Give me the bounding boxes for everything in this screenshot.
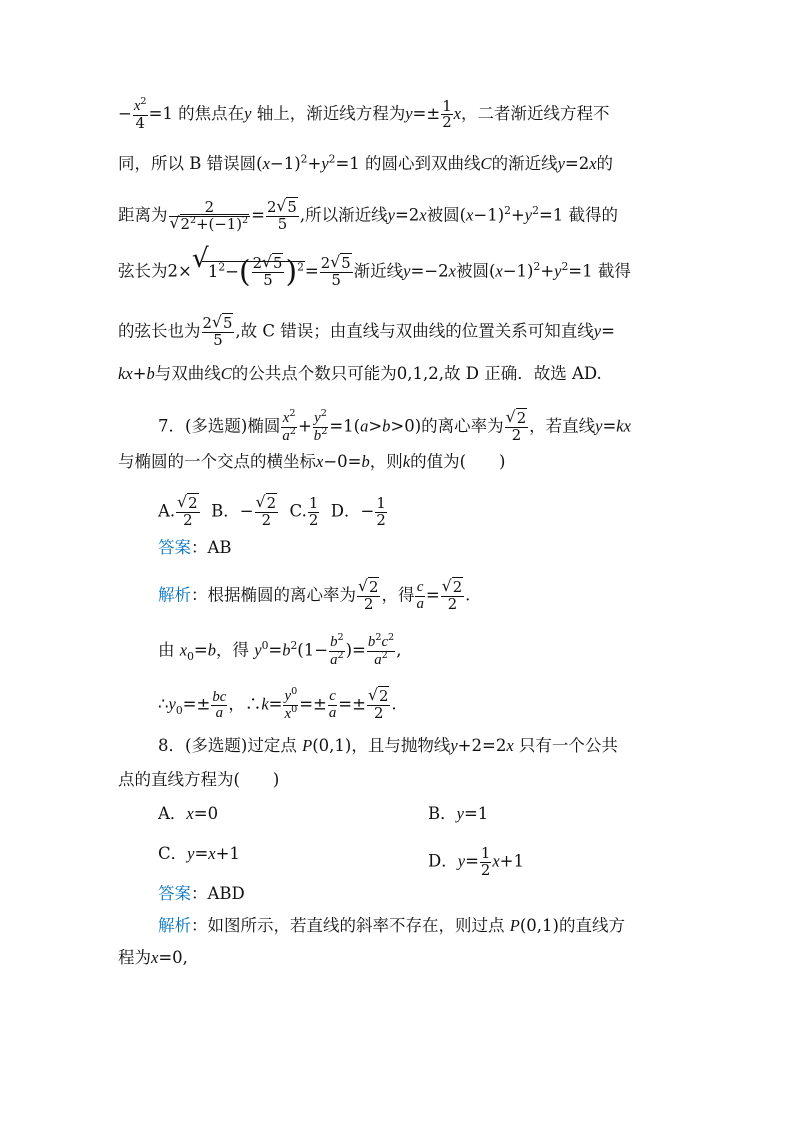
answer-label: 答案 — [158, 884, 191, 903]
text-line: 距离为 2 √ $2^2+(-1)^2$ = 2 √ 5 5 ,所以渐近线y=2x被圆$(x-1)^2+y^2=1$ 截得的 — [118, 197, 619, 233]
q8-answer: 答案：ABD — [158, 884, 245, 903]
text-line: 同，所以 B 错误圆$(x-1)^2+y^2=1$ 的圆心到双曲线C的渐近线y=2x的 — [118, 152, 614, 173]
q7-answer: 答案：AB — [158, 538, 232, 557]
text-line: 由 $x_0=b$，得 $y^0=b^2(1-$ $\frac{b^2}{a^2}$ )= $\frac{b^2c^2}{a^2}$ , — [158, 632, 402, 668]
text-line: $\therefore y_0=\pm$ $\frac{bc}{a}$ ，∴k= $\frac{y^0}{x^0}$ =± $\frac{c}{a}$ =± √ 2 2 . — [158, 686, 397, 722]
text-line: 的弦长也为 2 √ 5 5 ,故 C 错误；由直线与双曲线的位置关系可知直线y= — [118, 313, 615, 349]
q7-options: A. √ 2 2 B．− √ 2 2 C. $\frac{1}{2}$ D．− $\frac{1}{2}$ — [158, 493, 386, 529]
q7-explanation: 解析：根据椭圆的离心率为 √ 2 2 ，得 $\frac{c}{a}$ = √ 2 2 . — [158, 577, 471, 613]
text-line: 弦长为2× √ $1^2-$( 2 √ 5 5 )$^2$= 2 √ 5 5 渐近线y=−2x被圆$(x-1)^2+y^2=1$ 截得 — [118, 243, 631, 290]
explanation-label: 解析 — [158, 916, 191, 935]
text-line: − $\frac{x^2}{4}$ =1 的焦点在y 轴上，渐近线方程为y=± $\frac{1}{2}$ x，二者渐近线方程不 — [118, 96, 610, 132]
text-line: 与椭圆的一个交点的横坐标x−0=b，则k的值为( ) — [118, 452, 506, 471]
answer-label: 答案 — [158, 538, 191, 557]
explanation-label: 解析 — [158, 585, 191, 605]
question-7: 7．(多选题)椭圆 $\frac{x^2}{a^2}$ + $\frac{y^2}{b^2}$ =1(a>b>0)的离心率为 √ 2 2 ，若直线y=kx — [158, 408, 631, 444]
text-line: 点的直线方程为( ) — [118, 770, 280, 789]
question-8: 8．(多选题)过定点 P(0,1)，且与抛物线y+2=2x 只有一个公共 — [158, 736, 618, 755]
q8-explanation: 解析：如图所示，若直线的斜率不存在，则过点 P(0,1)的直线方 — [158, 916, 625, 935]
q8-options-row-1: A．x=0 B．y=1 — [158, 804, 489, 823]
text-line: 程为x=0, — [118, 948, 188, 967]
text-line: kx+b与双曲线C的公共点个数只可能为0,1,2,故 D 正确．故选 AD. — [118, 364, 602, 383]
q8-options-row-2: C．y=x+1 D．y= $\frac{1}{2}$ x+1 — [158, 844, 524, 879]
